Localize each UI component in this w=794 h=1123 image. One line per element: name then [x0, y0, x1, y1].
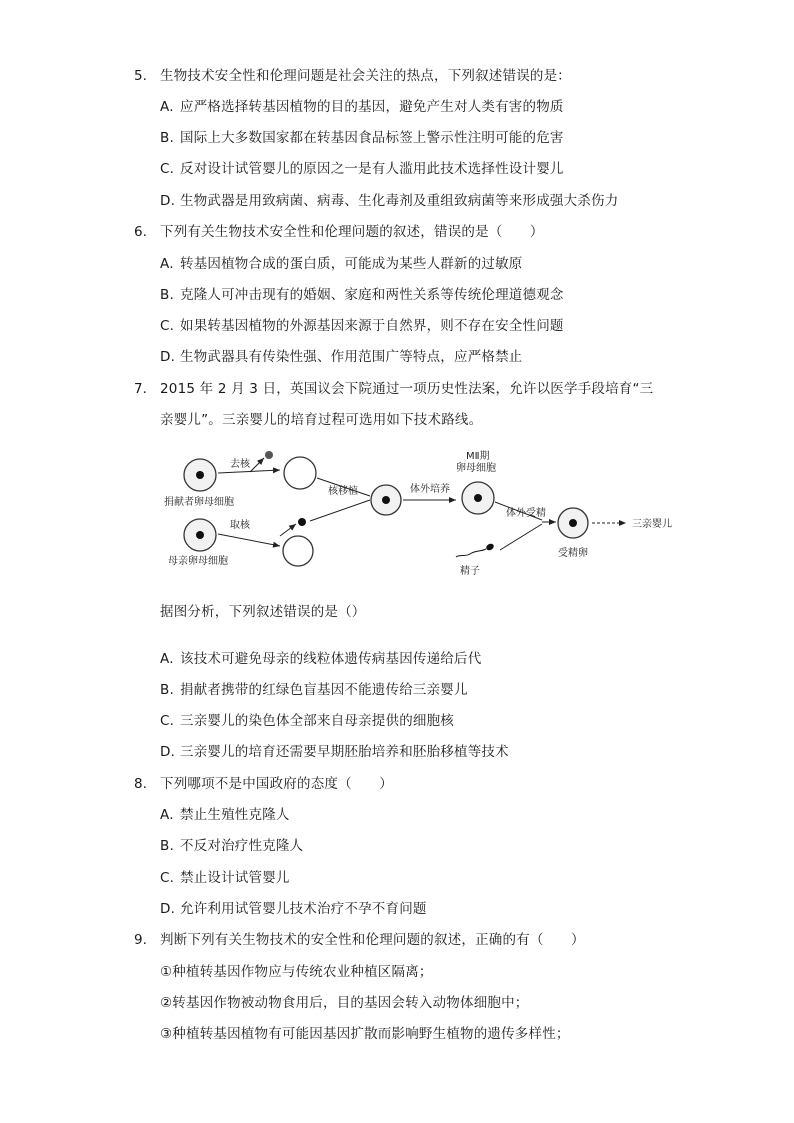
option-text: 允许利用试管婴儿技术治疗不孕不育问题	[180, 901, 427, 917]
mii-oocyte-label: 卵母细胞	[456, 463, 496, 474]
option-letter: A.	[160, 256, 174, 272]
sperm-label: 精子	[460, 566, 480, 577]
mother-oocyte-label: 母亲卵母细胞	[168, 556, 228, 567]
zygote-cell	[558, 508, 588, 538]
question-5-option-c	[160, 160, 564, 178]
take-nucleus-label: 取核	[230, 520, 250, 531]
nuclear-transfer-label: 核移植	[328, 486, 358, 497]
option-text: 禁止设计试管婴儿	[180, 870, 290, 886]
option-letter: A.	[160, 99, 174, 115]
fertilization-line-bottom	[500, 524, 542, 550]
option-letter: B.	[160, 130, 174, 146]
option-text: 禁止生殖性克隆人	[180, 807, 290, 823]
option-text: 三亲婴儿的培育还需要早期胚胎培养和胚胎移植等技术	[180, 744, 509, 760]
mii-phase-label: MⅡ期	[466, 451, 490, 462]
question-8-stem: 下列哪项不是中国政府的态度（ ）	[160, 776, 393, 792]
question-6-option-d	[160, 348, 523, 366]
question-5-option-a	[160, 98, 564, 116]
question-8-option-c	[160, 869, 290, 887]
question-7-option-c	[160, 712, 454, 730]
question-5-option-b	[160, 129, 564, 147]
mii-oocyte-cell	[462, 482, 494, 514]
option-letter: A.	[160, 651, 174, 667]
discarded-nucleus-arrow	[250, 458, 264, 472]
question-6-option-c	[160, 317, 564, 335]
question-5-stem: 生物技术安全性和伦理问题是社会关注的热点，下列叙述错误的是：	[160, 68, 571, 84]
option-letter: D.	[160, 349, 176, 365]
question-8-option-a	[160, 806, 290, 824]
merge-line-bottom	[310, 500, 370, 521]
option-text: 如果转基因植物的外源基因来源于自然界，则不存在安全性问题	[180, 318, 564, 334]
question-7-analysis: 据图分析，下列叙述错误的是（）	[160, 604, 366, 620]
mother-nucleus	[298, 518, 306, 526]
question-9-item-2: ②转基因作物被动物食用后，目的基因会转入动物体细胞中；	[160, 995, 529, 1011]
option-text: 捐献者携带的红绿色盲基因不能遗传给三亲婴儿	[180, 682, 468, 698]
option-letter: C.	[160, 318, 175, 334]
question-5-option-d	[160, 192, 618, 210]
donor-oocyte-label: 捐献者卵母细胞	[164, 497, 234, 508]
question-7-number: 7.	[134, 381, 147, 397]
zygote-label: 受精卵	[558, 548, 588, 559]
question-6-number: 6.	[134, 224, 147, 240]
question-6-stem: 下列有关生物技术安全性和伦理问题的叙述，错误的是（ ）	[160, 224, 544, 240]
question-8-option-d	[160, 900, 427, 918]
option-text: 不反对治疗性克隆人	[180, 838, 304, 854]
mother-cell-remnant	[283, 536, 313, 566]
question-9-item-1: ①种植转基因作物应与传统农业种植区隔离；	[160, 964, 433, 980]
nucleus-transfer-arrow	[280, 524, 296, 536]
option-letter: B.	[160, 838, 174, 854]
option-text: 国际上大多数国家都在转基因食品标签上警示性注明可能的危害	[180, 130, 564, 146]
in-vitro-culture-label: 体外培养	[410, 484, 450, 495]
in-vitro-fertilization-label: 体外受精	[506, 508, 546, 519]
question-8-option-b	[160, 837, 303, 855]
option-letter: C.	[160, 713, 175, 729]
option-text: 转基因植物合成的蛋白质，可能成为某些人群新的过敏原	[180, 256, 523, 272]
option-text: 三亲婴儿的染色体全部来自母亲提供的细胞核	[180, 713, 454, 729]
question-7-option-d	[160, 743, 509, 761]
option-letter: D.	[160, 193, 176, 209]
mother-oocyte-cell	[184, 519, 216, 551]
three-parent-baby-label: 三亲婴儿	[632, 519, 672, 530]
question-9-number: 9.	[134, 932, 147, 948]
option-letter: D.	[160, 744, 176, 760]
take-nucleus-arrow	[218, 534, 280, 546]
question-7-stem-line-1: 2015 年 2 月 3 日，英国议会下院通过一项历史性法案，允许以医学手段培育“三	[160, 381, 654, 397]
enucleated-donor-cell	[284, 457, 316, 489]
option-text: 反对设计试管婴儿的原因之一是有人滥用此技术选择性设计婴儿	[180, 161, 564, 177]
option-text: 克隆人可冲击现有的婚姻、家庭和两性关系等传统伦理道德观念	[180, 287, 564, 303]
discarded-nucleus	[265, 451, 273, 459]
option-text: 生物武器是用致病菌、病毒、生化毒剂及重组致病菌等来形成强大杀伤力	[180, 193, 619, 209]
remove-nucleus-label: 去核	[230, 459, 250, 470]
question-5-number: 5.	[134, 68, 147, 84]
question-8-number: 8.	[134, 776, 147, 792]
option-letter: B.	[160, 682, 174, 698]
sperm-icon	[456, 542, 495, 557]
option-text: 应严格选择转基因植物的目的基因，避免产生对人类有害的物质	[180, 99, 564, 115]
question-6-option-b	[160, 286, 564, 304]
option-letter: D.	[160, 901, 176, 917]
donor-oocyte-cell	[184, 459, 216, 491]
remove-nucleus-arrow	[218, 470, 280, 473]
question-7-option-a	[160, 650, 481, 668]
option-letter: C.	[160, 870, 175, 886]
question-9-stem: 判断下列有关生物技术的安全性和伦理问题的叙述，正确的有（ ）	[160, 932, 585, 948]
option-letter: A.	[160, 807, 174, 823]
question-9-item-3: ③种植转基因植物有可能因基因扩散而影响野生植物的遗传多样性；	[160, 1026, 570, 1042]
option-text: 生物武器具有传染性强、作用范围广等特点，应严格禁止	[180, 349, 523, 365]
reconstructed-cell	[371, 485, 401, 515]
option-letter: C.	[160, 161, 175, 177]
three-parent-baby-diagram	[160, 450, 700, 580]
question-6-option-a	[160, 255, 523, 273]
option-letter: B.	[160, 287, 174, 303]
option-text: 该技术可避免母亲的线粒体遗传病基因传递给后代	[180, 651, 482, 667]
question-7-option-b	[160, 681, 468, 699]
question-7-stem-line-2: 亲婴儿”。三亲婴儿的培育过程可选用如下技术路线。	[160, 412, 483, 428]
